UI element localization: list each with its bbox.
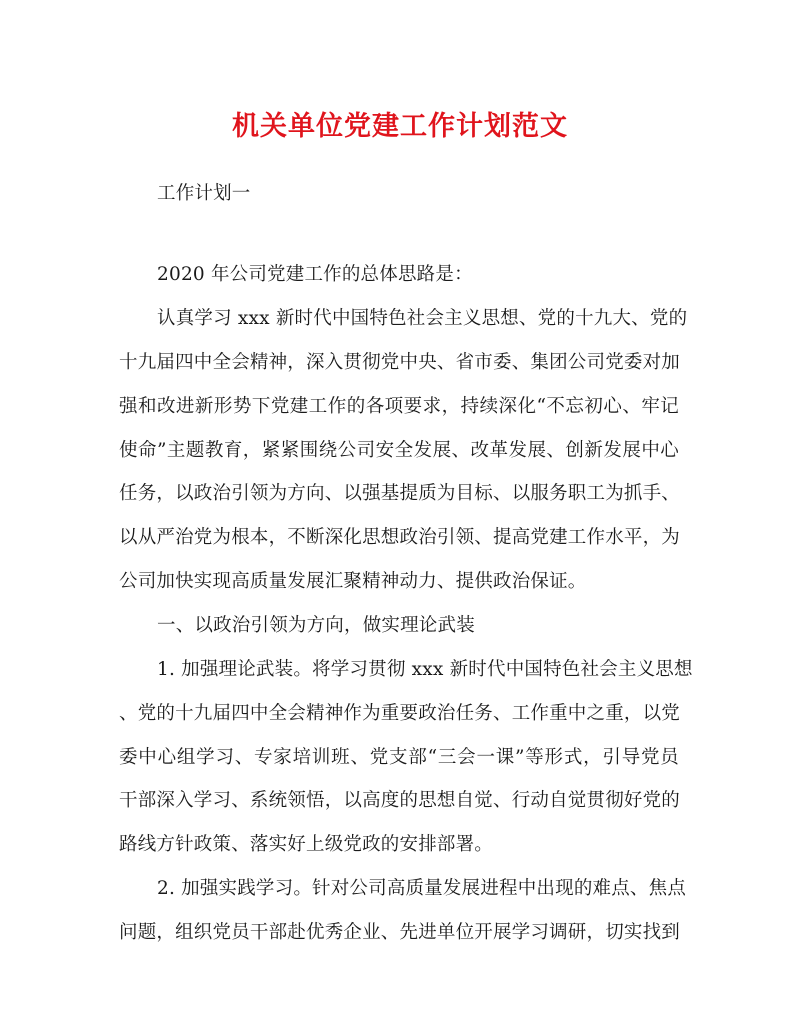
paragraph-line: 认真学习 xxx 新时代中国特色社会主义思想、党的十九大、党的 (157, 308, 688, 329)
section-heading-plan-one: 工作计划一 (157, 183, 251, 204)
paragraph-line: 以从严治党为根本，不断深化思想政治引领、提高党建工作水平，为 (119, 527, 681, 548)
paragraph-line: 使命”主题教育，紧紧围绕公司安全发展、改革发展、创新发展中心 (119, 440, 679, 461)
paragraph-line: 委中心组学习、专家培训班、党支部“三会一课”等形式，引导党员 (119, 747, 679, 768)
paragraph-line: 十九届四中全会精神，深入贯彻党中央、省市委、集团公司党委对加 (119, 352, 681, 373)
paragraph-line: 干部深入学习、系统领悟，以高度的思想自觉、行动自觉贯彻好党的 (119, 790, 681, 811)
paragraph-line: 2020 年公司党建工作的总体思路是： (157, 264, 473, 285)
paragraph-line: 问题，组织党员干部赴优秀企业、先进单位开展学习调研，切实找到 (119, 922, 681, 943)
paragraph-line: 公司加快实现高质量发展汇聚精神动力、提供政治保证。 (119, 571, 587, 592)
paragraph-line: 1. 加强理论武装。将学习贯彻 xxx 新时代中国特色社会主义思想 (157, 659, 693, 680)
paragraph-line: 路线方针政策、落实好上级党政的安排部署。 (119, 834, 494, 855)
document-title: 机关单位党建工作计划范文 (232, 111, 568, 142)
paragraph-line: 2. 加强实践学习。针对公司高质量发展进程中出现的难点、焦点 (157, 878, 687, 899)
paragraph-line: 强和改进新形势下党建工作的各项要求，持续深化“不忘初心、牢记 (119, 396, 679, 417)
paragraph-line: 、党的十九届四中全会精神作为重要政治任务、工作重中之重，以党 (119, 703, 681, 724)
section-heading: 一、以政治引领为方向，做实理论武装 (157, 615, 475, 636)
paragraph-line: 任务，以政治引领为方向、以强基提质为目标、以服务职工为抓手、 (119, 483, 681, 504)
